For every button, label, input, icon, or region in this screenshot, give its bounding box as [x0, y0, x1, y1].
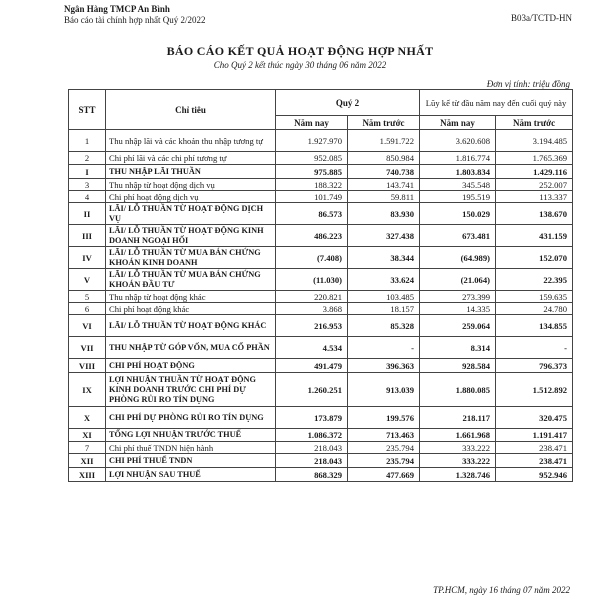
- row-name: Thu nhập từ hoạt động khác: [106, 291, 276, 303]
- row-ytd-last-year: 796.373: [496, 359, 573, 373]
- row-ytd-this-year: 1.880.085: [420, 373, 496, 407]
- header-quarter-last-year: Năm trước: [348, 116, 420, 130]
- header-chitieu: Chỉ tiêu: [106, 90, 276, 130]
- row-quarter-this-year: 952.085: [276, 152, 348, 165]
- row-name: LÃI/ LỖ THUẦN TỪ HOẠT ĐỘNG KHÁC: [106, 315, 276, 337]
- row-ytd-this-year: 195.519: [420, 191, 496, 203]
- row-ytd-last-year: 238.471: [496, 442, 573, 454]
- row-stt: 7: [69, 442, 106, 454]
- row-ytd-this-year: 1.816.774: [420, 152, 496, 165]
- row-stt: 2: [69, 152, 106, 165]
- row-quarter-last-year: 850.984: [348, 152, 420, 165]
- row-quarter-this-year: 486.223: [276, 225, 348, 247]
- table-row: [69, 130, 573, 152]
- row-ytd-last-year: 1.765.369: [496, 152, 573, 165]
- row-name: CHI PHÍ DỰ PHÒNG RỦI RO TÍN DỤNG: [106, 407, 276, 429]
- row-name: Chi phí lãi và các chi phí tương tự: [106, 152, 276, 165]
- row-stt: VIII: [69, 359, 106, 373]
- row-ytd-last-year: 3.194.485: [496, 130, 573, 152]
- row-name: THU NHẬP LÃI THUẦN: [106, 165, 276, 179]
- row-ytd-last-year: 24.780: [496, 303, 573, 315]
- table-row: [69, 468, 573, 482]
- row-ytd-this-year: 928.584: [420, 359, 496, 373]
- row-quarter-last-year: 33.624: [348, 269, 420, 291]
- row-quarter-last-year: 59.811: [348, 191, 420, 203]
- row-quarter-this-year: 868.329: [276, 468, 348, 482]
- row-quarter-last-year: 713.463: [348, 429, 420, 442]
- row-quarter-last-year: 740.738: [348, 165, 420, 179]
- row-quarter-this-year: 216.953: [276, 315, 348, 337]
- row-stt: 3: [69, 179, 106, 191]
- row-name: CHI PHÍ THUẾ TNDN: [106, 454, 276, 468]
- row-ytd-this-year: 1.803.834: [420, 165, 496, 179]
- table-row: [69, 291, 573, 303]
- row-quarter-this-year: 1.086.372: [276, 429, 348, 442]
- row-ytd-last-year: 138.670: [496, 203, 573, 225]
- row-quarter-last-year: 38.344: [348, 247, 420, 269]
- table-row: [69, 269, 573, 291]
- row-quarter-last-year: 327.438: [348, 225, 420, 247]
- row-ytd-this-year: 345.548: [420, 179, 496, 191]
- row-quarter-last-year: 235.794: [348, 442, 420, 454]
- row-stt: IX: [69, 373, 106, 407]
- row-name: THU NHẬP TỪ GÓP VỐN, MUA CỔ PHẦN: [106, 337, 276, 359]
- row-ytd-this-year: 259.064: [420, 315, 496, 337]
- report-subtitle: Cho Quý 2 kết thúc ngày 30 tháng 06 năm 2022: [213, 60, 387, 70]
- row-name: LÃI/ LỖ THUẦN TỪ HOẠT ĐỘNG KINH DOANH NGOẠI HỐI: [106, 225, 276, 247]
- row-quarter-this-year: 188.322: [276, 179, 348, 191]
- row-quarter-this-year: 491.479: [276, 359, 348, 373]
- row-ytd-this-year: 1.328.746: [420, 468, 496, 482]
- row-name: TỔNG LỢI NHUẬN TRƯỚC THUẾ: [106, 429, 276, 442]
- row-stt: XI: [69, 429, 106, 442]
- row-stt: IV: [69, 247, 106, 269]
- table-row: [69, 165, 573, 179]
- header-stt: STT: [69, 90, 106, 130]
- table-row: [69, 152, 573, 165]
- row-ytd-this-year: 273.399: [420, 291, 496, 303]
- form-code: B03a/TCTD-HN: [511, 13, 572, 23]
- row-ytd-last-year: 134.855: [496, 315, 573, 337]
- table-row: [69, 247, 573, 269]
- row-ytd-this-year: 1.661.968: [420, 429, 496, 442]
- row-ytd-last-year: 113.337: [496, 191, 573, 203]
- row-stt: VI: [69, 315, 106, 337]
- header-left: [64, 4, 205, 26]
- row-name: LÃI/ LỖ THUẦN TỪ MUA BÁN CHỨNG KHOÁN KINH DOANH: [106, 247, 276, 269]
- row-ytd-last-year: 22.395: [496, 269, 573, 291]
- row-quarter-last-year: 18.157: [348, 303, 420, 315]
- row-name: CHI PHÍ HOẠT ĐỘNG: [106, 359, 276, 373]
- row-ytd-this-year: 218.117: [420, 407, 496, 429]
- row-quarter-this-year: (11.030): [276, 269, 348, 291]
- header-ytd-last-year: Năm trước: [496, 116, 573, 130]
- row-stt: I: [69, 165, 106, 179]
- row-name: Chi phí hoạt động khác: [106, 303, 276, 315]
- row-stt: XII: [69, 454, 106, 468]
- row-quarter-last-year: 83.930: [348, 203, 420, 225]
- row-ytd-this-year: 3.620.608: [420, 130, 496, 152]
- table-row: [69, 315, 573, 337]
- row-quarter-this-year: 218.043: [276, 454, 348, 468]
- row-quarter-last-year: 913.039: [348, 373, 420, 407]
- row-stt: III: [69, 225, 106, 247]
- row-name: Thu nhập từ hoạt động dịch vụ: [106, 179, 276, 191]
- table-row: [69, 191, 573, 203]
- row-name: LÃI/ LỖ THUẦN TỪ HOẠT ĐỘNG DỊCH VỤ: [106, 203, 276, 225]
- row-name: LÃI/ LỖ THUẦN TỪ MUA BÁN CHỨNG KHOÁN ĐẦU TƯ: [106, 269, 276, 291]
- row-ytd-last-year: 152.070: [496, 247, 573, 269]
- table-row: [69, 454, 573, 468]
- row-ytd-this-year: 8.314: [420, 337, 496, 359]
- row-quarter-this-year: 975.885: [276, 165, 348, 179]
- row-quarter-last-year: 235.794: [348, 454, 420, 468]
- row-stt: 1: [69, 130, 106, 152]
- table-row: [69, 337, 573, 359]
- report-title: BÁO CÁO KẾT QUẢ HOẠT ĐỘNG HỢP NHẤT: [166, 44, 434, 58]
- row-ytd-last-year: 320.475: [496, 407, 573, 429]
- row-quarter-this-year: 220.821: [276, 291, 348, 303]
- row-quarter-this-year: 4.534: [276, 337, 348, 359]
- row-quarter-last-year: 477.669: [348, 468, 420, 482]
- row-stt: 6: [69, 303, 106, 315]
- row-name: Chi phí thuế TNDN hiện hành: [106, 442, 276, 454]
- row-quarter-this-year: 3.868: [276, 303, 348, 315]
- table-row: [69, 179, 573, 191]
- table-row: [69, 407, 573, 429]
- row-ytd-last-year: 431.159: [496, 225, 573, 247]
- header-ytd: Lũy kế từ đầu năm nay đến cuối quý này: [420, 90, 573, 116]
- row-ytd-last-year: 1.512.892: [496, 373, 573, 407]
- row-ytd-this-year: 333.222: [420, 442, 496, 454]
- row-ytd-this-year: 333.222: [420, 454, 496, 468]
- row-ytd-last-year: -: [496, 337, 573, 359]
- income-statement-table: [68, 89, 573, 482]
- row-quarter-last-year: 396.363: [348, 359, 420, 373]
- row-name: LỢI NHUẬN THUẦN TỪ HOẠT ĐỘNG KINH DOANH TRƯỚC CHI PHÍ DỰ PHÒNG RỦI RO TÍN DỤNG: [106, 373, 276, 407]
- table-body: [69, 130, 573, 482]
- row-ytd-this-year: 150.029: [420, 203, 496, 225]
- row-quarter-last-year: -: [348, 337, 420, 359]
- row-quarter-this-year: 218.043: [276, 442, 348, 454]
- row-quarter-last-year: 103.485: [348, 291, 420, 303]
- table-row: [69, 442, 573, 454]
- row-ytd-this-year: 14.335: [420, 303, 496, 315]
- table-row: [69, 303, 573, 315]
- row-ytd-last-year: 238.471: [496, 454, 573, 468]
- row-quarter-this-year: 173.879: [276, 407, 348, 429]
- table-row: [69, 429, 573, 442]
- row-ytd-this-year: (64.989): [420, 247, 496, 269]
- header-quarter: Quý 2: [276, 90, 420, 116]
- row-stt: 5: [69, 291, 106, 303]
- row-ytd-this-year: 673.481: [420, 225, 496, 247]
- row-stt: 4: [69, 191, 106, 203]
- row-ytd-last-year: 1.191.417: [496, 429, 573, 442]
- row-name: LỢI NHUẬN SAU THUẾ: [106, 468, 276, 482]
- row-name: Chi phí hoạt động dịch vụ: [106, 191, 276, 203]
- table-row: [69, 359, 573, 373]
- table-row: [69, 203, 573, 225]
- row-name: Thu nhập lãi và các khoản thu nhập tương tự: [106, 130, 276, 152]
- report-name: Báo cáo tài chính hợp nhất Quý 2/2022: [64, 15, 206, 25]
- row-quarter-this-year: (7.408): [276, 247, 348, 269]
- row-stt: XIII: [69, 468, 106, 482]
- table-row: [69, 373, 573, 407]
- row-quarter-last-year: 1.591.722: [348, 130, 420, 152]
- row-quarter-last-year: 85.328: [348, 315, 420, 337]
- table-row: [69, 225, 573, 247]
- row-stt: V: [69, 269, 106, 291]
- footer-date: TP.HCM, ngày 16 tháng 07 năm 2022: [433, 585, 570, 595]
- row-quarter-this-year: 1.260.251: [276, 373, 348, 407]
- row-ytd-last-year: 252.007: [496, 179, 573, 191]
- header-quarter-this-year: Năm nay: [276, 116, 348, 130]
- bank-name: Ngân Hàng TMCP An Bình: [64, 4, 170, 14]
- row-quarter-last-year: 199.576: [348, 407, 420, 429]
- row-quarter-this-year: 86.573: [276, 203, 348, 225]
- row-quarter-this-year: 101.749: [276, 191, 348, 203]
- unit-label: Đơn vị tính: triệu đồng: [486, 79, 570, 89]
- header-ytd-this-year: Năm nay: [420, 116, 496, 130]
- row-stt: II: [69, 203, 106, 225]
- row-ytd-last-year: 952.946: [496, 468, 573, 482]
- row-ytd-this-year: (21.064): [420, 269, 496, 291]
- row-stt: VII: [69, 337, 106, 359]
- row-ytd-last-year: 1.429.116: [496, 165, 573, 179]
- row-quarter-this-year: 1.927.970: [276, 130, 348, 152]
- row-stt: X: [69, 407, 106, 429]
- row-quarter-last-year: 143.741: [348, 179, 420, 191]
- row-ytd-last-year: 159.635: [496, 291, 573, 303]
